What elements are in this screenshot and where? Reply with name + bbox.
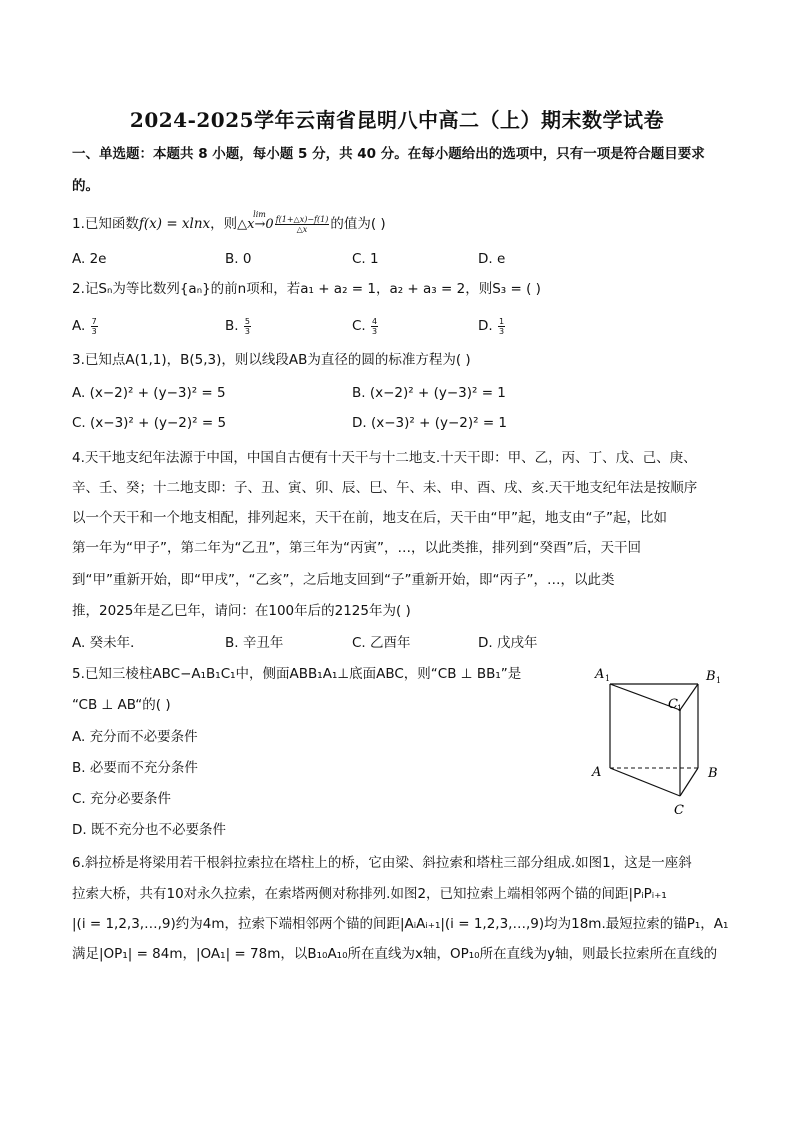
q3-option-d[interactable]: D. (x−3)² + (y−2)² = 1 xyxy=(352,415,508,431)
label-a1-sub: 1 xyxy=(605,674,611,683)
question-1: 1.已知函数f(x) = xlnx，则 lim △x→0 $\frac{f(1+\triangle x)-f(1)}{\triangle x}$ 的值为( ) xyxy=(72,210,386,234)
question-2: 2.记Sₙ为等比数列{aₙ}的前n项和，若a₁ + a₂ = 1，a₂ + a₃ = 2，则S₃ = ( ) xyxy=(72,281,541,297)
question-4-line-2: 辛、壬、癸；十二地支即：子、丑、寅、卯、辰、巳、午、未、申、酉、戌、亥.天干地支纪年法是按顺序 xyxy=(72,480,698,496)
q4-option-a[interactable]: A. 癸未年． xyxy=(72,635,144,651)
q2-option-c[interactable]: C. $\frac{4}{3}$ xyxy=(352,316,378,336)
label-b1: B xyxy=(706,669,716,684)
question-4-line-6: 推，2025年是乙巳年，请问：在100年后的2125年为( ) xyxy=(72,603,411,619)
q2-option-d[interactable]: D. $\frac{1}{3}$ xyxy=(478,316,505,336)
q1-option-b[interactable]: B. 0 xyxy=(225,251,252,267)
edge-c-b xyxy=(680,768,698,796)
q3-option-b[interactable]: B. (x−2)² + (y−3)² = 1 xyxy=(352,385,506,401)
edge-c1-b1 xyxy=(680,684,698,710)
q4-option-b[interactable]: B. 辛丑年 xyxy=(225,635,284,651)
label-c1-sub: 1 xyxy=(677,704,683,713)
q5-option-b[interactable]: B. 必要而不充分条件 xyxy=(72,760,198,776)
question-5-line-1: 5.已知三棱柱ABC−A₁B₁C₁中，侧面ABB₁A₁⊥底面ABC，则“CB ⊥ BB₁”是 xyxy=(72,666,522,682)
q5-option-d[interactable]: D. 既不充分也不必要条件 xyxy=(72,822,226,838)
q2-option-a[interactable]: A. $\frac{7}{3}$ xyxy=(72,316,97,336)
question-4-line-4: 第一年为“甲子”，第二年为“乙丑”，第三年为“丙寅”，…，以此类推，排列到“癸酉”后，天干回 xyxy=(72,540,641,556)
triangular-prism-figure xyxy=(586,664,726,824)
section-heading-line2: 的。 xyxy=(72,178,99,194)
q2-option-b[interactable]: B. $\frac{5}{3}$ xyxy=(225,316,250,336)
q1-option-c[interactable]: C. 1 xyxy=(352,251,379,267)
q3-option-c[interactable]: C. (x−3)² + (y−2)² = 5 xyxy=(72,415,227,431)
q3-option-a[interactable]: A. (x−2)² + (y−3)² = 5 xyxy=(72,385,226,401)
question-6-line-1: 6.斜拉桥是将梁用若干根斜拉索拉在塔柱上的桥，它由梁、斜拉索和塔柱三部分组成.如图1，这是一座斜 xyxy=(72,855,692,871)
section-heading-line1: 一、单选题：本题共 8 小题，每小题 5 分，共 40 分。在每小题给出的选项中，只有一项是符合题目要求 xyxy=(72,146,705,162)
question-4-line-3: 以一个天干和一个地支相配，排列起来，天干在前，地支在后，天干由“甲”起，地支由“子”起，比如 xyxy=(72,510,667,526)
question-4-line-1: 4.天干地支纪年法源于中国，中国自古便有十天干与十二地支.十天干即：甲、乙，丙、丁、戊、己、庚、 xyxy=(72,450,697,466)
label-b1-sub: 1 xyxy=(716,676,722,685)
question-3: 3.已知点A(1,1)，B(5,3)，则以线段AB为直径的圆的标准方程为( ) xyxy=(72,352,471,368)
limit-fraction: $\frac{f(1+\triangle x)-f(1)}{\triangle x}$ xyxy=(275,214,329,234)
q5-option-c[interactable]: C. 充分必要条件 xyxy=(72,791,172,807)
q1-option-a[interactable]: A. 2e xyxy=(72,251,107,267)
question-6-line-3: |(i = 1,2,3,…,9)约为4m，拉索下端相邻两个锚的间距|AᵢAᵢ₊₁|(i = 1,2,3,…,9)均为18m.最短拉索的锚P₁，A₁ xyxy=(72,916,729,932)
q4-option-c[interactable]: C. 乙酉年 xyxy=(352,635,411,651)
label-c: C xyxy=(674,803,684,818)
label-a1: A xyxy=(595,667,605,682)
q5-option-a[interactable]: A. 充分而不必要条件 xyxy=(72,729,198,745)
limit-expression: lim △x→0 xyxy=(237,210,274,232)
question-5-line-2: “CB ⊥ AB“的( ) xyxy=(72,697,171,713)
question-6-line-4: 满足|OP₁| = 84m，|OA₁| = 78m，以B₁₀A₁₀所在直线为x轴，OP₁₀所在直线为y轴，则最长拉索所在直线的 xyxy=(72,946,718,962)
q1-option-d[interactable]: D. e xyxy=(478,251,506,267)
edge-a-c xyxy=(610,768,680,796)
question-6-line-2: 拉索大桥，共有10对永久拉索，在索塔两侧对称排列.如图2，已知拉索上端相邻两个锚的间距|PᵢPᵢ₊₁ xyxy=(72,886,667,902)
label-c1: C xyxy=(668,697,678,712)
question-4-line-5: 到“甲”重新开始，即“甲戌”，“乙亥”，之后地支回到“子”重新开始，即“丙子”，…，以此类 xyxy=(72,572,615,588)
page-title: 2024-2025学年云南省昆明八中高二（上）期末数学试卷 xyxy=(129,108,665,132)
label-a: A xyxy=(592,765,602,780)
label-b: B xyxy=(708,766,718,781)
q4-option-d[interactable]: D. 戊戌年 xyxy=(478,635,538,651)
